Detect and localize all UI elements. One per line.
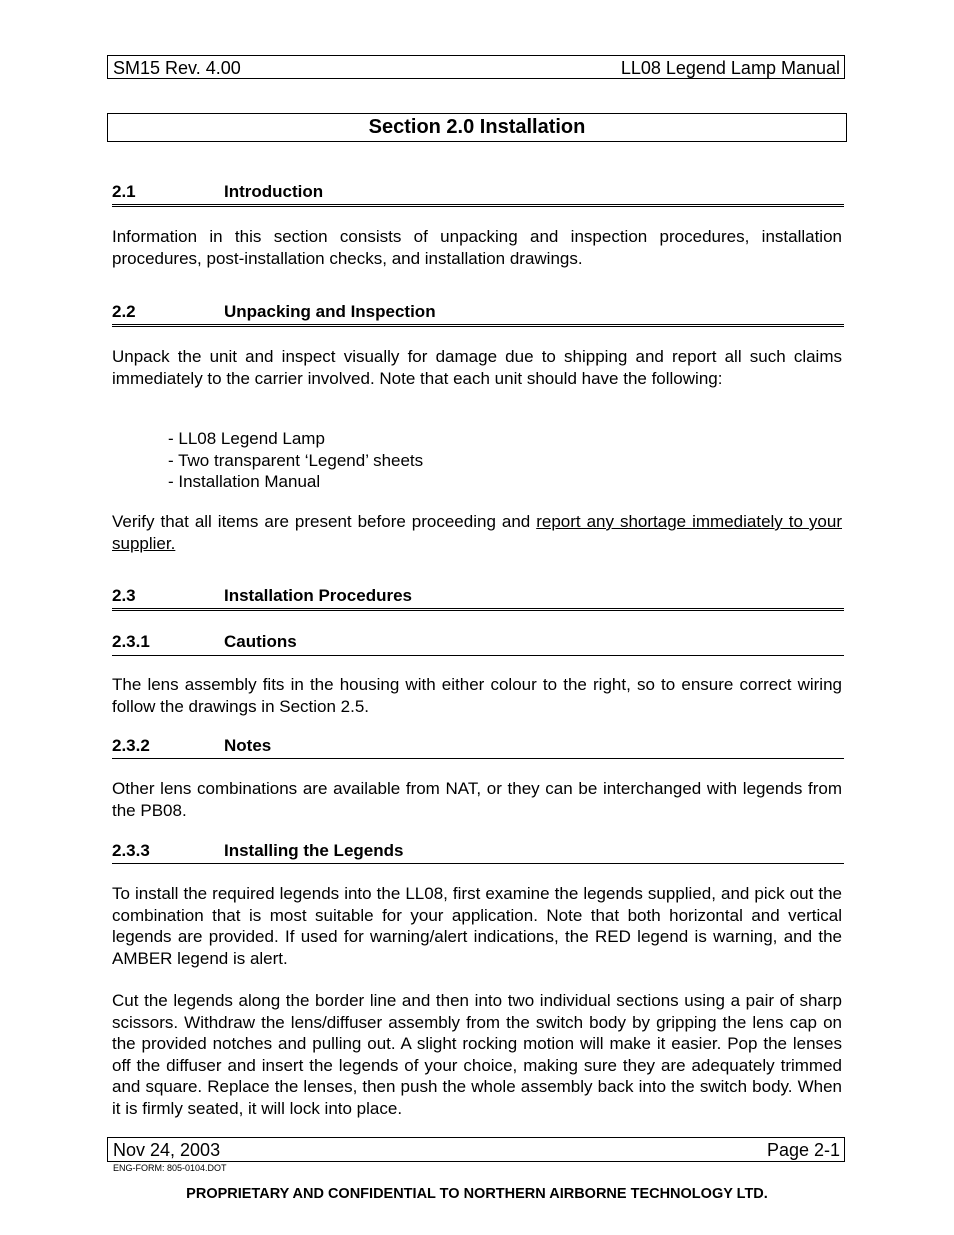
- list-item: - Two transparent ‘Legend’ sheets: [168, 450, 424, 470]
- verify-text: Verify that all items are present before proceeding and: [112, 512, 537, 531]
- heading-text: Unpacking and Inspection: [224, 302, 436, 321]
- heading-number: 2.1: [112, 182, 136, 201]
- heading-text: Installing the Legends: [224, 841, 404, 860]
- list-item: - Installation Manual: [168, 472, 321, 491]
- unpacking-paragraph: Unpack the unit and inspect visually for damage due to shipping and report all such claims immediately to the carrier involved. Note that each unit should have the following:: [112, 347, 842, 388]
- heading-number: 2.3.3: [112, 841, 150, 860]
- page-number: Page 2-1: [766, 1140, 840, 1160]
- list-item: - LL08 Legend Lamp: [168, 429, 325, 448]
- contents-list: [168, 428, 423, 493]
- header-doc-revision: SM15 Rev. 4.00: [113, 58, 241, 78]
- notes-paragraph: Other lens combinations are available from NAT, or they can be interchanged with legends from the PB08.: [112, 779, 842, 820]
- form-code: ENG-FORM: 805-0104.DOT: [113, 1163, 227, 1173]
- heading-number: 2.3.2: [112, 736, 150, 755]
- heading-rule: [112, 655, 844, 656]
- legends-paragraph-1: To install the required legends into the LL08, first examine the legends supplied, and pick out the combination that is most suitable for your application. Note that both horizontal and vertical legends are provided. If used for warning/alert indications, the RED legend is warning, and the AMBER legend is alert.: [112, 884, 842, 968]
- heading-rule: [112, 204, 844, 207]
- heading-rule: [112, 758, 844, 759]
- heading-text: Introduction: [224, 182, 324, 201]
- header-doc-title: LL08 Legend Lamp Manual: [620, 58, 840, 78]
- page-footer: [107, 1137, 845, 1162]
- legends-paragraph-2: Cut the legends along the border line and then into two individual sections using a pair of sharp scissors. Withdraw the lens/diffuser assembly from the switch body by gripping the lens cap on the provided notches and pulling out. A slight rocking motion will make it easier. Pop the lenses off the diffuser and insert the legends of your choice, making sure they are adequately trimmed and square. Replace the lenses, then push the whole assembly back into the switch body. When it is firmly seated, it will lock into place.: [112, 991, 842, 1118]
- heading-text: Notes: [224, 736, 272, 755]
- heading-number: 2.3.1: [112, 632, 150, 651]
- heading-text: Installation Procedures: [224, 586, 412, 605]
- footer-date: Nov 24, 2003: [113, 1140, 221, 1160]
- heading-rule: [112, 324, 844, 327]
- heading-number: 2.3: [112, 586, 136, 605]
- cautions-paragraph: The lens assembly fits in the housing with either colour to the right, so to ensure correct wiring follow the drawings in Section 2.5.: [112, 675, 842, 716]
- heading-text: Cautions: [224, 632, 297, 651]
- heading-rule: [112, 863, 844, 864]
- section-title: Section 2.0 Installation: [107, 113, 847, 142]
- heading-rule: [112, 608, 844, 611]
- shortage-notice: report any shortage immediately to your supplier.: [112, 512, 842, 553]
- page-header: [107, 55, 845, 79]
- verify-paragraph: [112, 511, 842, 554]
- proprietary-notice: PROPRIETARY AND CONFIDENTIAL TO NORTHERN AIRBORNE TECHNOLOGY LTD.: [186, 1186, 768, 1202]
- intro-paragraph: Information in this section consists of unpacking and inspection procedures, installation procedures, post-installation checks, and installation drawings.: [112, 227, 842, 268]
- heading-number: 2.2: [112, 302, 136, 321]
